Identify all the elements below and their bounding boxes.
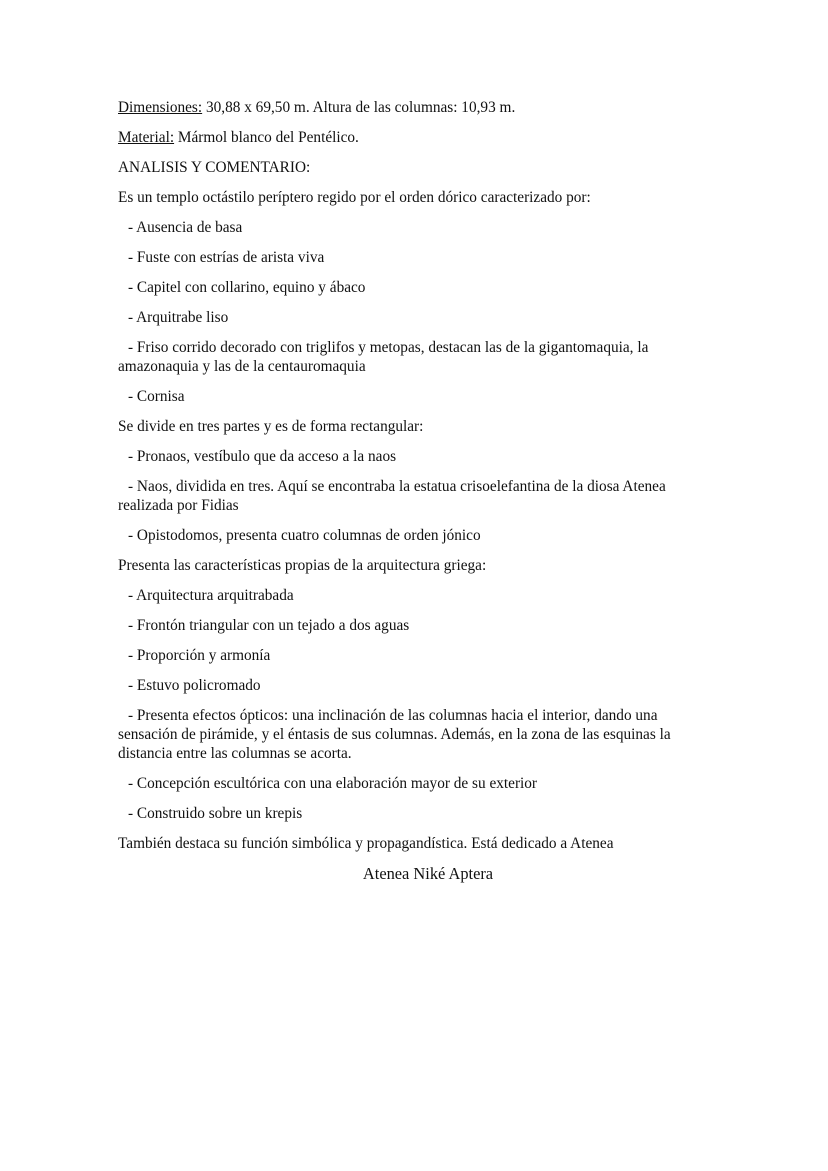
characteristic-item: - Concepción escultórica con una elaboración mayor de su exterior [128, 775, 538, 792]
material-label: Material: [118, 129, 175, 146]
dimensions-value: 30,88 x 69,50 m. Altura de las columnas: 10,93 m. [202, 99, 516, 116]
characteristic-item: - Construido sobre un krepis [128, 805, 303, 822]
conclusion: También destaca su función simbólica y propagandística. Está dedicado a Atenea [118, 835, 614, 852]
dimensions-label: Dimensiones: [118, 99, 203, 116]
intro-characteristics: Presenta las características propias de la arquitectura griega: [118, 557, 487, 574]
characteristic-item: - Arquitectura arquitrabada [128, 587, 294, 604]
dimensions-line [118, 98, 678, 117]
document-body [118, 98, 678, 894]
next-section-title: Atenea Niké Aptera [362, 864, 494, 883]
temple-part-item: - Pronaos, vestíbulo que da acceso a la naos [128, 448, 397, 465]
characteristic-item: - Proporción y armonía [128, 647, 271, 664]
characteristic-item: - Presenta efectos ópticos: una inclinación de las columnas hacia el interior, dando una sensación de pirámide, y el éntasis de sus columnas. Además, en la zona de las esquinas la distancia entre las columnas se acorta. [118, 707, 671, 762]
intro-order: Es un templo octástilo períptero regido por el orden dórico caracterizado por: [118, 189, 591, 206]
temple-part-item: - Naos, dividida en tres. Aquí se encontraba la estatua crisoelefantina de la diosa Atenea realizada por Fidias [118, 478, 666, 514]
doric-feature-item: - Fuste con estrías de arista viva [128, 249, 325, 266]
doric-feature-item: - Ausencia de basa [128, 219, 243, 236]
temple-part-item: - Opistodomos, presenta cuatro columnas de orden jónico [128, 527, 481, 544]
characteristic-item: - Frontón triangular con un tejado a dos aguas [128, 617, 410, 634]
intro-parts: Se divide en tres partes y es de forma rectangular: [118, 418, 424, 435]
doric-feature-item: - Capitel con collarino, equino y ábaco [128, 279, 366, 296]
doric-feature-item: - Friso corrido decorado con triglifos y metopas, destacan las de la gigantomaquia, la amazonaquia y las de la centauromaquia [118, 339, 649, 375]
doric-feature-item: - Cornisa [128, 388, 185, 405]
material-line [118, 128, 678, 147]
material-value: Mármol blanco del Pentélico. [174, 129, 359, 146]
analysis-heading: ANALISIS Y COMENTARIO: [118, 159, 311, 176]
characteristic-item: - Estuvo policromado [128, 677, 261, 694]
doric-feature-item: - Arquitrabe liso [128, 309, 229, 326]
